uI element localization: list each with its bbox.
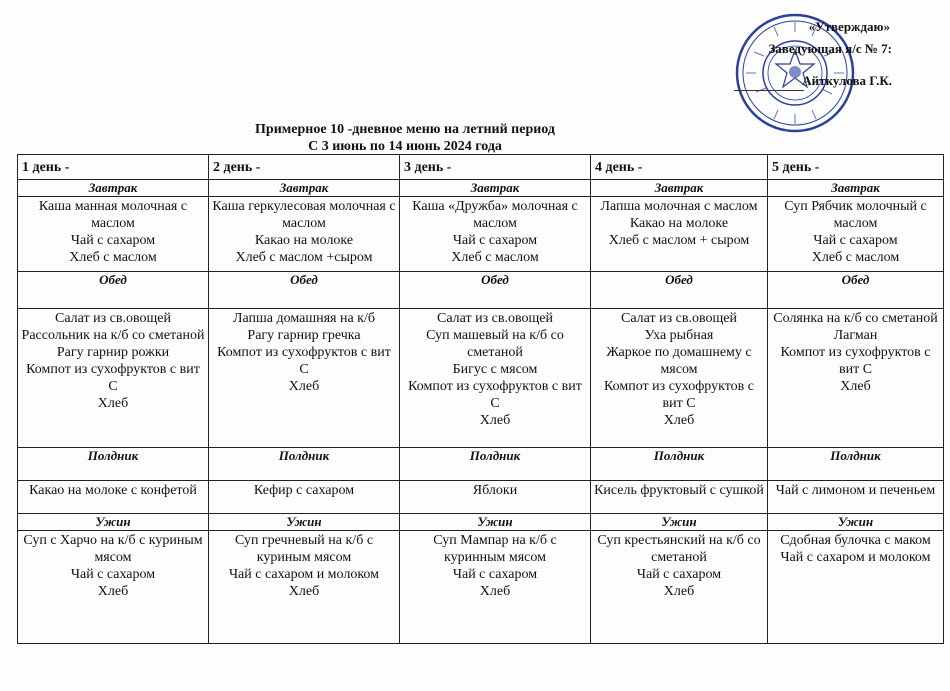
menu-cell <box>591 197 768 272</box>
dish-item: Бигус с мясом <box>452 362 538 377</box>
meal-label-dinner: Ужин <box>400 514 591 531</box>
menu-cell <box>400 531 591 644</box>
meal-label-snack: Полдник <box>18 448 209 481</box>
meal-label-snack: Полдник <box>591 448 768 481</box>
dish-item: Рассольник на к/б со сметаной <box>21 328 205 343</box>
dish-item: Хлеб <box>288 379 320 394</box>
dish-item: Компот из сухофруктов с вит С <box>780 345 931 377</box>
meal-label-lunch: Обед <box>768 272 944 309</box>
dish-item: Кефир с сахаром <box>253 483 355 498</box>
dish-item: Рагу гарнир рожки <box>56 345 170 360</box>
meal-label-breakfast: Завтрак <box>400 180 591 197</box>
day-header-row <box>18 155 944 180</box>
menu-table <box>17 154 944 644</box>
menu-cell <box>768 481 944 514</box>
dish-item: Лагман <box>833 328 878 343</box>
dish-item: Хлеб <box>663 413 695 428</box>
dish-item: Хлеб <box>288 584 320 599</box>
breakfast-row <box>18 197 944 272</box>
dish-item: Суп крестьянский на к/б со сметаной <box>597 533 761 565</box>
dish-item: Хлеб с маслом <box>811 250 900 265</box>
dish-item: Рагу гарнир гречка <box>247 328 361 343</box>
dish-item: Компот из сухофруктов с вит С <box>408 379 582 411</box>
dish-item: Чай с сахаром и молоком <box>780 550 931 565</box>
menu-cell <box>768 197 944 272</box>
dish-item: Суп гречневый на к/б с куриным мясом <box>234 533 374 565</box>
dish-item: Суп Рябчик молочный с маслом <box>784 199 927 231</box>
dish-item: Чай с сахаром <box>70 567 156 582</box>
document-period: С 3 июнь по 14 июнь 2024 года <box>308 139 502 154</box>
dish-item: Суп с Харчо на к/б с куриным мясом <box>23 533 203 565</box>
document-title: Примерное 10 -дневное меню на летний период <box>255 122 555 137</box>
lunch-row <box>18 309 944 448</box>
dish-item: Хлеб <box>663 584 695 599</box>
meal-label-breakfast: Завтрак <box>768 180 944 197</box>
dish-item: Жаркое по домашнему с мясом <box>606 345 752 377</box>
menu-cell <box>400 309 591 448</box>
dish-item: Чай с сахаром <box>70 233 156 248</box>
menu-cell <box>18 531 209 644</box>
meal-label-lunch: Обед <box>400 272 591 309</box>
dish-item: Чай с сахаром <box>452 233 538 248</box>
dish-item: Салат из св.овощей <box>437 311 553 326</box>
meal-header-row-dinner <box>18 514 944 531</box>
approval-block <box>712 10 922 130</box>
menu-cell <box>18 309 209 448</box>
meal-label-breakfast: Завтрак <box>591 180 768 197</box>
dish-item: Хлеб с маслом +сыром <box>235 250 373 265</box>
dish-item: Салат из св.овощей <box>55 311 171 326</box>
dish-item: Компот из сухофруктов с вит С <box>604 379 754 411</box>
meal-label-snack: Полдник <box>209 448 400 481</box>
snack-row <box>18 481 944 514</box>
dish-item: Уха рыбная <box>644 328 714 343</box>
dish-item: Хлеб с маслом <box>451 250 539 265</box>
dish-item: Салат из св.овощей <box>621 311 737 326</box>
menu-cell <box>400 481 591 514</box>
dish-item: Яблоки <box>472 483 518 498</box>
dish-item: Чай с сахаром и молоком <box>228 567 380 582</box>
meal-label-lunch: Обед <box>209 272 400 309</box>
dish-item: Сдобная булочка с маком <box>780 533 931 548</box>
dish-item: Чай с лимоном и печеньем <box>775 483 936 498</box>
dish-item: Хлеб с маслом + сыром <box>608 233 750 248</box>
dish-item: Хлеб <box>479 413 511 428</box>
menu-cell <box>591 309 768 448</box>
meal-header-row-snack <box>18 448 944 481</box>
dish-item: Компот из сухофруктов с вит С <box>26 362 200 394</box>
dish-item: Чай с сахаром <box>813 233 898 248</box>
dish-item: Суп Мампар на к/б с куринным мясом <box>433 533 557 565</box>
dish-item: Лапша молочная с маслом <box>600 199 758 214</box>
meal-label-snack: Полдник <box>400 448 591 481</box>
menu-cell <box>768 531 944 644</box>
approval-title: «Утверждаю» <box>808 19 890 34</box>
meal-label-dinner: Ужин <box>591 514 768 531</box>
dish-item: Хлеб <box>479 584 511 599</box>
dish-item: Каша геркулесовая молочная с маслом <box>212 199 396 231</box>
dinner-row <box>18 531 944 644</box>
meal-label-dinner: Ужин <box>18 514 209 531</box>
dish-item: Хлеб <box>97 396 129 411</box>
menu-cell <box>209 309 400 448</box>
signature-line <box>734 90 804 91</box>
dish-item: Хлеб с маслом <box>69 250 157 265</box>
dish-item: Лапша домашняя на к/б <box>232 311 376 326</box>
day-header: 5 день - <box>768 155 944 180</box>
dish-item: Какао на молоке <box>254 233 354 248</box>
dish-item: Кисель фруктовый с сушкой <box>594 483 764 498</box>
menu-cell <box>209 197 400 272</box>
day-header: 3 день - <box>400 155 591 180</box>
dish-item: Какао на молоке <box>629 216 729 231</box>
approval-signatory: Айткулова Г.К. <box>802 73 892 88</box>
menu-cell <box>209 531 400 644</box>
menu-cell <box>209 481 400 514</box>
meal-header-row-breakfast <box>18 180 944 197</box>
dish-item: Чай с сахаром <box>636 567 722 582</box>
menu-cell <box>18 481 209 514</box>
dish-item: Солянка на к/б со сметаной <box>773 311 938 326</box>
meal-label-breakfast: Завтрак <box>209 180 400 197</box>
meal-label-dinner: Ужин <box>209 514 400 531</box>
dish-item: Какао на молоке с конфетой <box>29 483 197 498</box>
meal-label-dinner: Ужин <box>768 514 944 531</box>
menu-cell <box>768 309 944 448</box>
meal-label-lunch: Обед <box>18 272 209 309</box>
menu-cell <box>400 197 591 272</box>
dish-item: Суп машевый на к/б со сметаной <box>426 328 564 360</box>
dish-item: Компот из сухофруктов с вит С <box>217 345 391 377</box>
approval-position: Заведующая я/с № 7: <box>768 41 892 56</box>
meal-label-breakfast: Завтрак <box>18 180 209 197</box>
dish-item: Хлеб <box>840 379 871 394</box>
day-header: 2 день - <box>209 155 400 180</box>
meal-label-snack: Полдник <box>768 448 944 481</box>
menu-cell <box>591 531 768 644</box>
menu-cell <box>591 481 768 514</box>
meal-header-row-lunch <box>18 272 944 309</box>
day-header: 1 день - <box>18 155 209 180</box>
meal-label-lunch: Обед <box>591 272 768 309</box>
menu-cell <box>18 197 209 272</box>
dish-item: Чай с сахаром <box>452 567 538 582</box>
dish-item: Хлеб <box>97 584 129 599</box>
dish-item: Каша «Дружба» молочная с маслом <box>412 199 578 231</box>
day-header: 4 день - <box>591 155 768 180</box>
dish-item: Каша манная молочная с маслом <box>38 199 188 231</box>
